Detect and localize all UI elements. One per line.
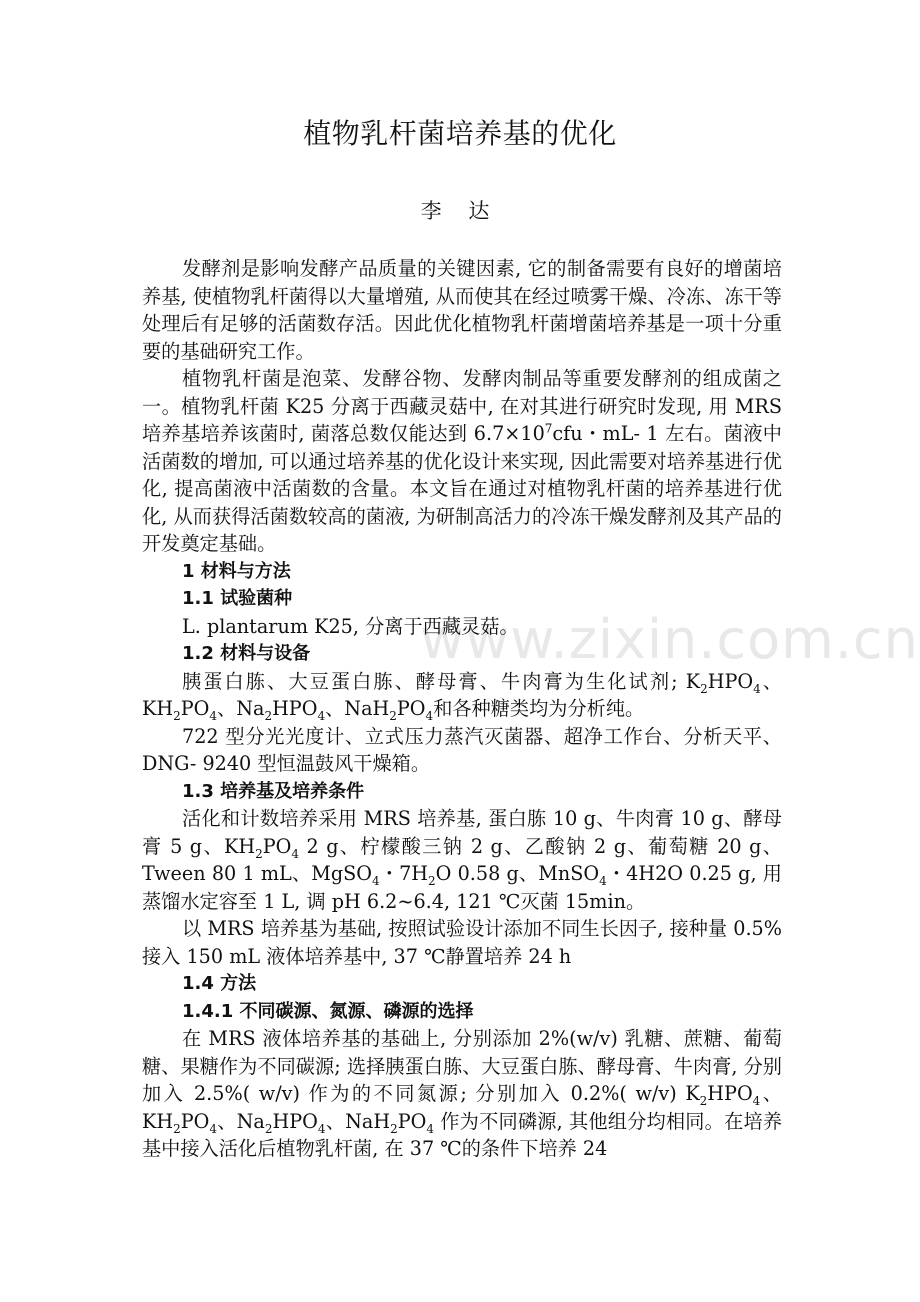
superscript: 7 [544, 421, 553, 436]
paragraph-text: 和各种糖类均为分析纯。 [433, 697, 645, 720]
paragraph-strain: L. plantarum K25, 分离于西藏灵菇。 [182, 614, 519, 638]
paragraph-text: 发酵剂是影响发酵产品质量的关键因素, 它的制备需要有良好的增菌培养基, 使植物乳杆菌得以大量增殖, 从而使其在经过喷雾干燥、冷冻、冻干等处理后有足够的活菌数存活。因此优化植物乳杆菌增菌培养基是一项十分重要的基础研究工作。 [142, 257, 782, 363]
paragraph-equipment: 722 型分光光度计、立式压力蒸汽灭菌器、超净工作台、分析天平、DNG- 9240 型恒温鼓风干燥箱。 [142, 724, 782, 775]
paragraph-materials [142, 668, 782, 723]
section-heading-1-2: 1.2 材料与设备 [182, 643, 311, 664]
section-heading-1-4: 1.4 方法 [182, 973, 257, 994]
document-body [142, 255, 782, 1163]
paragraph-text: cfu・mL- 1 左右。菌液中活菌数的增加, 可以通过培养基的优化设计来实现, 因此需要对培养基进行优化, 提高菌液中活菌数的含量。本文旨在通过对植物乳杆菌的培养基进行优化, 从而获得活菌数较高的菌液, 为研制高活力的冷冻干燥发酵剂及其产品的开发奠定基础。 [142, 422, 782, 555]
document-title: 植物乳杆菌培养基的优化 [303, 117, 617, 150]
chem-formula: $Na_2HPO_4$、 [236, 1109, 346, 1136]
author-name: 李 达 [420, 199, 500, 223]
paragraph-text: 胰蛋白胨、大豆蛋白胨、酵母膏、牛肉膏为生化试剂; [182, 669, 686, 693]
paragraph-intro-1 [142, 255, 782, 365]
paragraph-intro-2 [142, 365, 782, 558]
paragraph-method: 在 MRS 液体培养基的基础上, 分别添加 2%(w/v) 乳糖、蔗糖、葡萄糖、果糖作为不同碳源; 选择胰蛋白胨、大豆蛋白胨、酵母膏、牛肉膏, 分别加入 2.5%( w/v) 作为的不同氮源; 分别加入 0.2%( w/v) $K_2HPO_4$、$KH_2PO_4$、$Na_2HPO_4$、$NaH_2PO_4$ 作为不同磷源, 其他组分均相同。在培养基中接入活化后植物乳杆菌, 在 37 ℃的条件下培养 24 [142, 1027, 783, 1160]
section-heading-1-3: 1.3 培养基及培养条件 [182, 780, 365, 802]
watermark: www.zixin.com.cn [420, 608, 919, 671]
section-heading-1-1: 1.1 试验菌种 [182, 588, 293, 609]
paragraph-medium: 活化和计数培养采用 MRS 培养基, 蛋白胨 10 g、牛肉膏 10 g、酵母膏 5 g、$KH_2PO_4$ 2 g、柠檬酸三钠 2 g、乙酸钠 2 g、葡萄糖 20 g、Tween 80 1 mL、MgSO$_4$・$7H_2O$ 0.58 g、MnSO$_4$・4H2O 0.25 g, 用蒸馏水定容至 1 L, 调 pH 6.2~6.4, 121 ℃灭菌 15min。 [142, 807, 782, 913]
chem-formula: $K_2HPO_4$、 [685, 1082, 782, 1108]
chem-formula: $NaH_2PO_4$ [344, 697, 434, 723]
chem-formula: $Na_2HPO_4$、 [236, 697, 345, 723]
chem-formula: $KH_2PO_4$、 [142, 1109, 237, 1136]
chem-formula: $NaH_2PO_4$ [345, 1109, 434, 1136]
paragraph-culture: 以 MRS 培养基为基础, 按照试验设计添加不同生长因子, 接种量 0.5%接入 150 mL 液体培养基中, 37 ℃静置培养 24 h [142, 917, 782, 968]
chem-formula: $KH_2PO_4$、 [142, 697, 237, 723]
paragraph-text: 植物乳杆菌是泡菜、发酵谷物、发酵肉制品等重要发酵剂的组成菌之一。植物乳杆菌 K25 分离于西藏灵菇中, 在对其进行研究时发现, 用 MRS 培养基培养该菌时, 菌落总数仅能达到 6.7×10 [142, 367, 782, 445]
section-heading-1-4-1: 1.4.1 不同碳源、氮源、磷源的选择 [182, 1000, 474, 1022]
section-heading-1: 1 材料与方法 [182, 560, 291, 582]
chem-formula: $K_2HPO_4$、 [685, 669, 782, 696]
